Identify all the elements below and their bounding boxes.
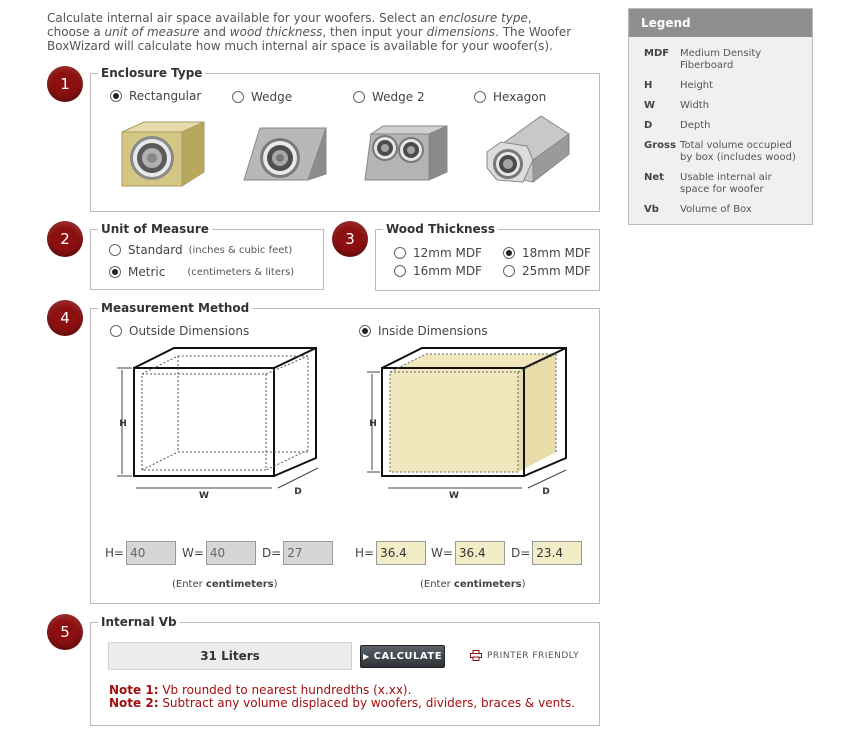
radio-empty-icon [232,91,244,103]
radio-label: 12mm MDF [413,246,482,260]
intro-emphasis: dimensions [426,25,496,39]
intro-emphasis: wood thickness [229,25,323,39]
step-badge-2: 2 [47,221,83,257]
legend-title: Legend [629,9,812,37]
outside-height-input[interactable] [126,541,176,565]
outside-units-hint [172,579,278,590]
radio-hexagon[interactable] [474,90,546,104]
legend-key: Vb [644,204,659,215]
width-label: W [449,491,459,501]
legend-value: Volume of Box [680,204,752,215]
legend-value: Width [680,100,710,111]
note-2 [109,696,575,710]
calculate-button[interactable] [360,645,445,668]
field-label: W= [431,546,453,560]
radio-selected-icon [359,325,371,337]
radio-empty-icon [474,91,486,103]
outside-depth-input[interactable] [283,541,333,565]
wood-thickness-section [375,229,600,291]
radio-empty-icon [110,325,122,337]
radio-label: 18mm MDF [522,246,591,260]
play-arrow-icon: ▶ [362,652,370,661]
result-output: 31 Liters [108,642,352,670]
inside-height-group [355,541,426,565]
inside-depth-group [511,541,582,565]
radio-label: Wedge 2 [372,90,425,104]
depth-label: D [294,487,302,497]
intro-part: . The Woofer BoxWizard will calculate how much internal air space is available for your woofer(s). [47,25,572,53]
radio-label: 25mm MDF [522,264,591,278]
radio-empty-icon [353,91,365,103]
step-badge-4: 4 [47,300,83,336]
radio-18mm[interactable] [503,246,591,260]
measurement-method-title: Measurement Method [98,301,252,315]
calculate-label: CALCULATE [373,651,443,662]
rectangular-box-icon[interactable] [120,118,208,190]
radio-outside-dimensions[interactable] [110,324,249,338]
radio-label: Hexagon [493,90,547,104]
legend-key: MDF [644,48,670,59]
outside-height-group [105,541,176,565]
outside-dimensions-diagram [112,346,324,502]
radio-selected-icon [503,247,515,259]
outside-width-group [182,541,256,565]
width-label: W [199,491,209,501]
legend-row [644,140,800,164]
hint-text: ) [521,579,526,590]
field-label: D= [262,546,282,560]
legend-row [644,48,800,72]
radio-label: Wedge [251,90,293,104]
wood-thickness-title: Wood Thickness [383,222,498,236]
radio-inside-dimensions[interactable] [359,324,488,338]
wedge-2-box-icon[interactable] [363,124,449,184]
legend-key: Gross [644,140,676,151]
hexagon-box-icon[interactable] [483,112,573,192]
height-label: H [369,419,377,429]
unit-of-measure-section [90,229,324,290]
legend-value: Height [680,80,714,91]
depth-label: D [542,487,550,497]
radio-empty-icon [394,247,406,259]
outside-depth-group [262,541,333,565]
legend-row [644,120,800,132]
inside-width-group [431,541,505,565]
radio-label: Standard [128,243,183,257]
radio-empty-icon [394,265,406,277]
height-label: H [119,419,127,429]
radio-label: Outside Dimensions [129,324,250,338]
legend-key: H [644,80,653,91]
note-text: Vb rounded to nearest hundredths (x.xx). [158,683,412,697]
radio-selected-icon [110,90,122,102]
radio-metric[interactable] [109,265,294,279]
note-1 [109,683,411,697]
radio-selected-icon [109,266,121,278]
radio-sublabel: (centimeters & liters) [187,266,295,278]
printer-icon [470,650,482,661]
legend-row [644,80,800,92]
radio-label: Inside Dimensions [378,324,488,338]
inside-width-input[interactable] [455,541,505,565]
intro-part: , choose a [47,11,532,39]
radio-rectangular[interactable] [110,89,201,103]
radio-empty-icon [109,244,121,256]
hint-unit: centimeters [205,579,274,590]
intro-text [47,11,575,53]
note-text: Subtract any volume displaced by woofers, dividers, braces & vents. [158,696,575,710]
legend-value: Usable internal air space for woofer [680,172,772,195]
intro-emphasis: unit of measure [104,25,200,39]
legend-row [644,204,800,216]
radio-label: 16mm MDF [413,264,482,278]
field-label: H= [355,546,375,560]
internal-vb-title: Internal Vb [98,615,180,629]
hint-text: (Enter [172,579,206,590]
step-badge-5: 5 [47,614,83,650]
radio-16mm[interactable] [394,264,482,278]
step-badge-3: 3 [332,221,368,257]
intro-part: and [199,25,230,39]
radio-25mm[interactable] [503,264,591,278]
hint-text: (Enter [420,579,454,590]
legend-row [644,172,800,196]
radio-sublabel: (inches & cubic feet) [188,244,293,256]
legend-value: Medium Density Fiberboard [680,48,762,71]
printer-friendly-label: PRINTER FRIENDLY [487,650,580,661]
note-label: Note 2: [109,696,159,710]
legend-key: W [644,100,656,111]
internal-vb-section [90,622,600,726]
field-label: W= [182,546,204,560]
radio-wedge[interactable] [232,90,292,104]
radio-wedge-2[interactable] [353,90,425,104]
radio-12mm[interactable] [394,246,482,260]
field-label: D= [511,546,531,560]
radio-label: Rectangular [129,89,202,103]
legend-key: D [644,120,653,131]
wedge-box-icon[interactable] [242,124,328,184]
hint-text: ) [273,579,278,590]
step-badge-1: 1 [47,66,83,102]
legend-key: Net [644,172,664,183]
outside-width-input[interactable] [206,541,256,565]
intro-emphasis: enclosure type [438,11,528,25]
hint-unit: centimeters [453,579,522,590]
intro-part: Calculate internal air space available for your woofers. Select an [47,11,439,25]
note-label: Note 1: [109,683,159,697]
legend-row [644,100,800,112]
enclosure-type-title: Enclosure Type [98,66,205,80]
inside-dimensions-diagram [362,346,574,502]
intro-part: , then input your [322,25,427,39]
legend-value: Total volume occupied by box (includes wood) [680,140,796,163]
legend-panel [628,8,813,225]
legend-value: Depth [680,120,711,131]
printer-friendly-link[interactable] [470,650,579,661]
inside-height-input[interactable] [376,541,426,565]
field-label: H= [105,546,125,560]
unit-of-measure-title: Unit of Measure [98,222,212,236]
radio-label: Metric [128,265,166,279]
inside-depth-input[interactable] [532,541,582,565]
radio-empty-icon [503,265,515,277]
inside-units-hint [420,579,526,590]
radio-standard[interactable] [109,243,292,257]
